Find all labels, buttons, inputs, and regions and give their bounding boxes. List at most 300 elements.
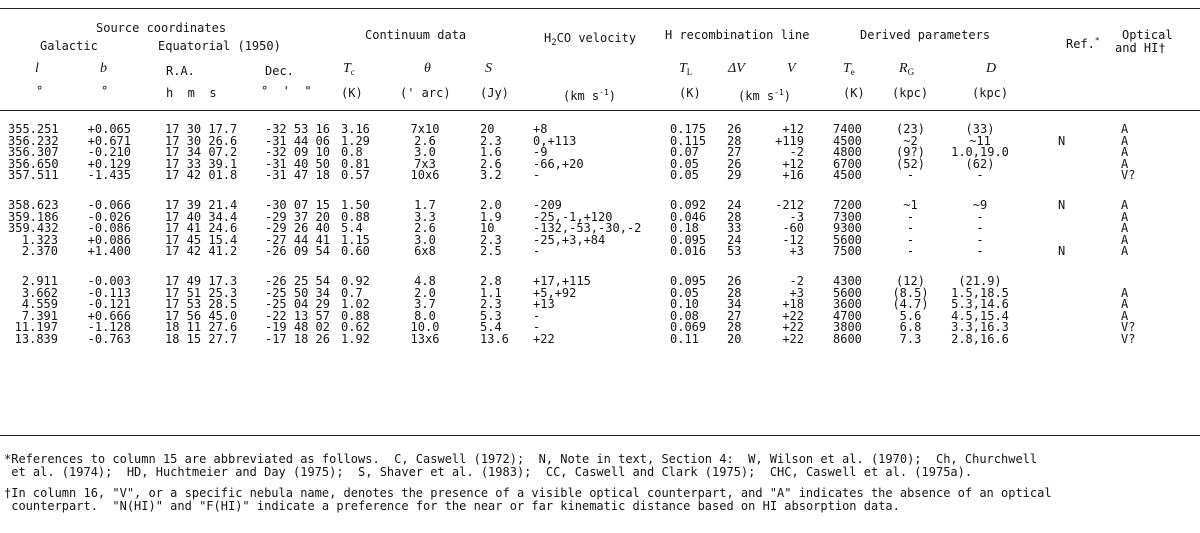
cell-theta: 2.6 — [414, 133, 436, 148]
cell-s: 3.2 — [480, 168, 502, 183]
cell-ra: 17 39 21.4 — [165, 197, 238, 212]
cell-dec: -27 44 41 — [264, 232, 330, 247]
cell-ra: 17 45 15.4 — [165, 232, 238, 247]
cell-d: - — [976, 221, 984, 236]
cell-d: (62) — [965, 156, 995, 171]
header-tc: $T_c$ — [343, 61, 355, 77]
cell-tc: 0.7 — [341, 285, 363, 300]
cell-velocity: +22 — [533, 331, 555, 346]
cell-tc: 1.92 — [341, 331, 370, 346]
cell-b: -0.113 — [87, 285, 131, 300]
cell-ra: 17 42 01.8 — [165, 168, 238, 183]
cell-l: 4.559 — [21, 297, 58, 312]
cell-tc: 0.81 — [341, 156, 370, 171]
cell-dec: -29 37 20 — [264, 209, 330, 224]
cell-s: 20 — [480, 122, 495, 136]
cell-theta: 3.3 — [414, 209, 436, 224]
cell-d: 5.3,14.6 — [951, 297, 1009, 312]
cell-velocity: -9 — [533, 145, 548, 160]
cell-velocity: -209 — [533, 197, 562, 212]
cell-delta-v: 20 — [727, 331, 742, 346]
cell-optical: A — [1121, 244, 1129, 259]
cell-te: 3800 — [833, 320, 862, 335]
cell-delta-v: 28 — [727, 133, 742, 148]
cell-theta: 13x6 — [410, 331, 440, 346]
cell-d: - — [976, 209, 984, 224]
cell-d: 1.0,19.0 — [951, 145, 1009, 160]
cell-ref — [1058, 223, 1076, 235]
cell-dec: -26 25 54 — [264, 273, 330, 288]
cell-ra: 17 41 24.6 — [165, 221, 238, 236]
cell-optical: A — [1121, 285, 1129, 300]
cell-tl: 0.046 — [670, 209, 707, 224]
cell-b: -0.066 — [87, 197, 131, 212]
cell-tl: 0.092 — [670, 197, 707, 212]
cell-tl: 0.115 — [670, 133, 707, 148]
unit-tl: (K) — [679, 86, 701, 100]
cell-optical: V? — [1121, 168, 1136, 183]
cell-te: 7500 — [833, 244, 862, 259]
cell-theta: 10.0 — [410, 320, 440, 335]
header-galactic: Galactic — [40, 39, 98, 53]
cell-optical: A — [1121, 209, 1129, 224]
cell-velocity: - — [533, 308, 541, 323]
cell-dec: -32 53 16 — [264, 122, 330, 136]
cell-optical: A — [1121, 197, 1129, 212]
row-group-spacer — [1058, 258, 1076, 276]
column-d — [935, 124, 1025, 346]
cell-tc: 1.29 — [341, 133, 370, 148]
cell-te: 4500 — [833, 133, 862, 148]
cell-ref: N — [1058, 244, 1066, 259]
cell-dec: -25 50 34 — [264, 285, 330, 300]
cell-v: -12 — [782, 232, 804, 247]
cell-optical: A — [1121, 308, 1129, 323]
cell-te: 8600 — [833, 331, 862, 346]
cell-theta: 8.0 — [414, 308, 436, 323]
cell-ref — [1058, 147, 1076, 159]
cell-te: 7400 — [833, 122, 862, 136]
cell-v: -60 — [782, 221, 804, 236]
cell-d: 3.3,16.3 — [951, 320, 1009, 335]
cell-s: 1.6 — [480, 145, 502, 160]
cell-delta-v: 26 — [727, 273, 742, 288]
cell-tc: 0.62 — [341, 320, 370, 335]
column-l — [8, 124, 58, 346]
cell-ra: 18 15 27.7 — [165, 331, 238, 346]
cell-b: -0.121 — [87, 297, 131, 312]
cell-b: -1.128 — [87, 320, 131, 335]
cell-delta-v: 28 — [727, 320, 742, 335]
cell-tc: 0.88 — [341, 209, 370, 224]
cell-dec: -31 40 50 — [264, 156, 330, 171]
cell-v: -2 — [789, 145, 804, 160]
cell-ra: 17 49 17.3 — [165, 273, 238, 288]
cell-d: - — [976, 168, 984, 183]
header-continuum: Continuum data — [365, 28, 467, 42]
cell-theta: 3.0 — [414, 232, 436, 247]
cell-l: 355.251 — [8, 122, 59, 136]
cell-tl: 0.05 — [670, 156, 699, 171]
header-optical: Optical — [1122, 28, 1173, 42]
cell-optical: A — [1121, 156, 1129, 171]
cell-s: 10 — [480, 221, 495, 236]
table-top-rule — [0, 8, 1200, 9]
column-te — [833, 124, 873, 346]
footnote-optical: †In column 16, "V", or a specific nebula name, denotes the presence of a visible optical counterpart, and "A" indicates the absence of an optical counterpart. "N(HI)" and "F(HI)" indicate a preference for the near or far kinematic distance based on HI absorption data. — [4, 486, 1052, 514]
cell-b: +0.086 — [87, 232, 131, 247]
cell-tl: 0.10 — [670, 297, 699, 312]
cell-d: ~11 — [969, 133, 991, 148]
cell-te: 5600 — [833, 285, 862, 300]
header-tl: $T_L$ — [679, 61, 693, 77]
cell-d: (21.9) — [958, 273, 1002, 288]
cell-dec: -31 47 18 — [264, 168, 330, 183]
header-ref: Ref.* — [1066, 36, 1100, 51]
unit-ra: h m s — [166, 86, 217, 100]
cell-tl: 0.18 — [670, 221, 699, 236]
cell-s: 5.4 — [480, 320, 502, 335]
cell-theta: 7x10 — [410, 122, 440, 136]
cell-theta: 2.0 — [414, 285, 436, 300]
header-h-recombination: H recombination line — [665, 28, 810, 42]
cell-rg: - — [906, 168, 915, 183]
unit-h-velocity: (km $s^{-1}$) — [738, 88, 791, 103]
cell-tl: 0.05 — [670, 168, 699, 183]
cell-v: -212 — [775, 197, 804, 212]
cell-rg: - — [906, 244, 915, 259]
cell-d: ~9 — [972, 197, 988, 212]
cell-velocity: - — [533, 244, 541, 259]
cell-ra: 17 34 07.2 — [165, 145, 238, 160]
cell-delta-v: 28 — [727, 285, 742, 300]
cell-te: 9300 — [833, 221, 862, 236]
cell-tc: 1.15 — [341, 232, 370, 247]
cell-v: +119 — [775, 133, 804, 148]
column-s — [480, 124, 520, 346]
cell-velocity: - — [533, 168, 541, 183]
cell-rg: (4.7) — [892, 297, 929, 312]
column-velocity — [533, 124, 663, 346]
cell-l: 356.232 — [8, 133, 59, 148]
cell-d: 2.8,16.6 — [951, 331, 1009, 346]
header-rg: $R_G$ — [899, 61, 915, 77]
cell-tc: 5.4 — [341, 221, 363, 236]
cell-v: +18 — [782, 297, 804, 312]
cell-rg: (8.5) — [892, 285, 929, 300]
cell-s: 1.9 — [480, 209, 502, 224]
header-l: l — [35, 61, 39, 76]
header-source-coordinates: Source coordinates — [96, 21, 227, 35]
header-ra: R.A. — [166, 64, 195, 78]
cell-velocity: +5,+92 — [533, 285, 577, 300]
cell-rg: 7.3 — [899, 331, 922, 346]
unit-dec: ° ' " — [261, 84, 312, 98]
column-b — [81, 124, 131, 346]
cell-b: -0.026 — [87, 209, 131, 224]
cell-theta: 3.7 — [414, 297, 436, 312]
row-group-spacer — [1121, 258, 1151, 276]
footnote-references: *References to column 15 are abbreviated as follows. C, Caswell (1972); N, Note in text, Section 4: W, Wilson et al. (1970); Ch, Churchwell et al. (1974); HD, Huchtmeier and Day (1975); S, Shaver et al. (1983); CC, Caswell and Clark (1975); CHC, Caswell et al. (1975a). — [4, 452, 1038, 480]
cell-rg: ~2 — [903, 133, 918, 148]
table-bottom-rule — [0, 435, 1200, 436]
cell-l: 357.511 — [8, 168, 59, 183]
cell-optical: V? — [1121, 331, 1136, 346]
cell-ra: 17 30 26.6 — [165, 133, 238, 148]
cell-l: 7.391 — [21, 308, 58, 323]
cell-v: +12 — [782, 156, 804, 171]
column-dec — [255, 124, 330, 346]
cell-velocity: +8 — [533, 122, 548, 136]
cell-v: +22 — [782, 331, 804, 346]
cell-optical: V? — [1121, 320, 1136, 335]
cell-theta: 4.8 — [414, 273, 436, 288]
column-ra — [165, 124, 245, 346]
cell-b: -0.003 — [87, 273, 131, 288]
cell-theta: 3.0 — [414, 145, 436, 160]
cell-tl: 0.095 — [670, 232, 707, 247]
cell-rg: (52) — [896, 156, 925, 171]
cell-delta-v: 53 — [727, 244, 742, 259]
cell-dec: -31 44 06 — [264, 133, 330, 148]
cell-ref — [1058, 212, 1076, 224]
cell-delta-v: 26 — [727, 122, 742, 136]
cell-delta-v: 29 — [727, 168, 742, 183]
cell-rg: - — [906, 232, 915, 247]
cell-dec: -32 09 10 — [264, 145, 330, 160]
unit-velocity: (km $s^{-1}$) — [563, 88, 616, 103]
cell-velocity: - — [533, 320, 541, 335]
cell-ref — [1058, 334, 1076, 346]
cell-te: 7300 — [833, 209, 862, 224]
cell-theta: 2.6 — [414, 221, 436, 236]
cell-tc: 0.57 — [341, 168, 370, 183]
cell-tl: 0.069 — [670, 320, 707, 335]
cell-l: 1.323 — [21, 232, 58, 247]
cell-delta-v: 27 — [727, 145, 742, 160]
cell-ref — [1058, 288, 1076, 300]
cell-ra: 17 53 28.5 — [165, 297, 238, 312]
cell-ref — [1058, 159, 1076, 171]
cell-d: - — [976, 244, 984, 259]
header-h2co: $H_2CO$ velocity — [544, 31, 637, 48]
unit-theta: (' arc) — [400, 86, 451, 100]
cell-v: +22 — [782, 308, 804, 323]
cell-l: 2.911 — [21, 273, 58, 288]
cell-s: 2.0 — [480, 197, 502, 212]
cell-theta: 1.7 — [414, 197, 436, 212]
cell-b: -0.763 — [87, 331, 131, 346]
cell-dec: -19 48 02 — [264, 320, 330, 335]
cell-te: 4500 — [833, 168, 862, 183]
cell-ra: 18 11 27.6 — [165, 320, 238, 335]
cell-velocity: -132,-53,-30,-2 — [533, 221, 642, 236]
cell-theta: 6x8 — [414, 244, 436, 259]
column-ref — [1058, 124, 1076, 346]
cell-d: 4.5,15.4 — [951, 308, 1009, 323]
cell-v: -2 — [789, 273, 804, 288]
cell-v: +22 — [782, 320, 804, 335]
cell-tc: 1.02 — [341, 297, 370, 312]
cell-te: 4800 — [833, 145, 862, 160]
unit-s: (Jy) — [480, 86, 509, 100]
cell-rg: ~1 — [903, 197, 918, 212]
cell-d: (33) — [965, 122, 995, 136]
cell-l: 356.650 — [8, 156, 59, 171]
cell-theta: 7x3 — [414, 156, 436, 171]
cell-dec: -30 07 15 — [264, 197, 330, 212]
cell-s: 2.8 — [480, 273, 502, 288]
cell-d: 1.5,18.5 — [951, 285, 1009, 300]
cell-delta-v: 27 — [727, 308, 742, 323]
cell-l: 359.432 — [8, 221, 59, 236]
cell-ra: 17 33 39.1 — [165, 156, 238, 171]
cell-rg: (23) — [896, 122, 925, 136]
table-body — [0, 124, 1200, 424]
cell-optical: A — [1121, 221, 1129, 236]
cell-optical: A — [1121, 232, 1129, 247]
cell-tc: 0.88 — [341, 308, 370, 323]
unit-te: (K) — [843, 86, 865, 100]
cell-velocity: -25,+3,+84 — [533, 232, 606, 247]
cell-tc: 0.8 — [341, 145, 363, 160]
cell-tc: 3.16 — [341, 122, 370, 136]
header-b: b — [100, 61, 107, 76]
cell-dec: -25 04 29 — [264, 297, 330, 312]
cell-s: 2.3 — [480, 232, 502, 247]
cell-dec: -29 26 40 — [264, 221, 330, 236]
cell-tl: 0.095 — [670, 273, 707, 288]
cell-delta-v: 33 — [727, 221, 742, 236]
cell-te: 7200 — [833, 197, 862, 212]
cell-s: 1.1 — [480, 285, 502, 300]
cell-b: +0.129 — [87, 156, 131, 171]
cell-optical: A — [1121, 297, 1129, 312]
header-te: $T_e$ — [843, 61, 855, 77]
cell-rg: - — [906, 221, 915, 236]
unit-rg: (kpc) — [892, 86, 929, 100]
header-bottom-rule — [0, 110, 1200, 111]
cell-tl: 0.016 — [670, 244, 707, 259]
cell-l: 356.307 — [8, 145, 59, 160]
unit-d: (kpc) — [972, 86, 1009, 100]
cell-l: 11.197 — [14, 320, 58, 335]
cell-b: +0.666 — [87, 308, 131, 323]
cell-dec: -17 18 26 — [264, 331, 330, 346]
column-tc — [341, 124, 381, 346]
cell-l: 358.623 — [8, 197, 59, 212]
cell-delta-v: 28 — [727, 209, 742, 224]
cell-ra: 17 30 17.7 — [165, 122, 238, 136]
cell-optical: A — [1121, 133, 1129, 148]
cell-tc: 1.50 — [341, 197, 370, 212]
cell-v: +16 — [782, 168, 804, 183]
unit-tc: (K) — [341, 86, 363, 100]
cell-l: 359.186 — [8, 209, 59, 224]
cell-v: +3 — [789, 244, 804, 259]
cell-d: - — [976, 232, 984, 247]
cell-velocity: -25,-1,+120 — [533, 209, 613, 224]
cell-s: 2.3 — [480, 133, 502, 148]
cell-v: +3 — [789, 285, 804, 300]
column-tl — [670, 124, 715, 346]
cell-s: 5.3 — [480, 308, 502, 323]
header-d: D — [986, 61, 997, 76]
cell-s: 2.6 — [480, 156, 502, 171]
cell-optical: A — [1121, 122, 1129, 136]
cell-l: 13.839 — [14, 331, 58, 346]
cell-ref: N — [1058, 197, 1066, 212]
cell-velocity: +13 — [533, 297, 555, 312]
column-v — [760, 124, 804, 346]
cell-ref — [1058, 322, 1076, 334]
cell-delta-v: 24 — [727, 197, 742, 212]
column-optical — [1121, 124, 1151, 346]
cell-te: 4300 — [833, 273, 862, 288]
header-derived: Derived parameters — [860, 28, 991, 42]
cell-velocity: 0,+113 — [533, 133, 577, 148]
cell-b: +0.671 — [87, 133, 131, 148]
cell-l: 2.370 — [21, 244, 58, 259]
cell-optical: A — [1121, 145, 1129, 160]
cell-delta-v: 24 — [727, 232, 742, 247]
cell-tc: 0.92 — [341, 273, 370, 288]
cell-velocity: +17,+115 — [533, 273, 591, 288]
cell-te: 4700 — [833, 308, 862, 323]
cell-delta-v: 34 — [727, 297, 742, 312]
cell-rg: (12) — [896, 273, 925, 288]
cell-ref — [1058, 170, 1076, 182]
cell-tc: 0.60 — [341, 244, 370, 259]
cell-te: 6700 — [833, 156, 862, 171]
cell-ra: 17 56 45.0 — [165, 308, 238, 323]
header-s: S — [485, 61, 492, 76]
cell-ra: 17 51 25.3 — [165, 285, 238, 300]
header-delta-v: ΔV — [728, 61, 745, 76]
cell-rg: 6.8 — [899, 320, 922, 335]
cell-tl: 0.05 — [670, 285, 699, 300]
cell-l: 3.662 — [21, 285, 58, 300]
cell-b: +1.400 — [87, 244, 131, 259]
cell-b: -0.086 — [87, 221, 131, 236]
cell-b: -0.210 — [87, 145, 131, 160]
header-v: V — [787, 61, 796, 76]
header-optical-hi: and HI† — [1115, 41, 1166, 55]
header-equatorial: Equatorial (1950) — [158, 39, 281, 53]
cell-ra: 17 40 34.4 — [165, 209, 238, 224]
cell-rg: (9?) — [896, 145, 925, 160]
cell-theta: 10x6 — [410, 168, 440, 183]
cell-dec: -22 13 57 — [264, 308, 330, 323]
unit-l: ° — [36, 84, 44, 98]
cell-te: 5600 — [833, 232, 862, 247]
cell-v: +12 — [782, 122, 804, 136]
header-theta: θ — [424, 61, 431, 76]
cell-b: -1.435 — [87, 168, 131, 183]
cell-ref — [1058, 299, 1076, 311]
cell-dec: -26 09 54 — [264, 244, 330, 259]
cell-rg: - — [906, 209, 915, 224]
cell-rg: 5.6 — [899, 308, 922, 323]
cell-velocity: -66,+20 — [533, 156, 584, 171]
cell-b: +0.065 — [87, 122, 131, 136]
column-theta — [390, 124, 460, 346]
cell-s: 2.3 — [480, 297, 502, 312]
cell-ref — [1058, 276, 1076, 288]
cell-tl: 0.11 — [670, 331, 699, 346]
cell-tl: 0.175 — [670, 122, 707, 136]
cell-te: 3600 — [833, 297, 862, 312]
